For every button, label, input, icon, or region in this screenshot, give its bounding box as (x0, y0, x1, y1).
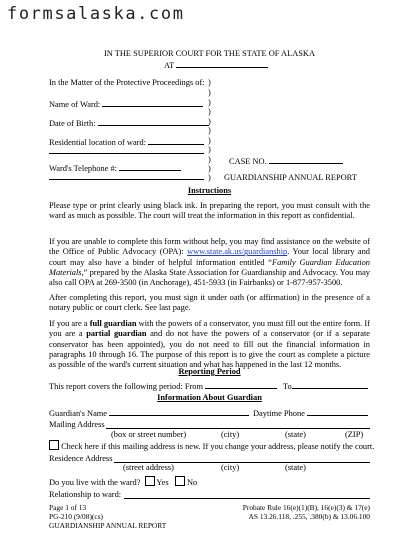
guardian-name-field[interactable] (109, 407, 249, 416)
guardian-info-heading: Information About Guardian (157, 393, 262, 402)
instructions-paragraph-1: Please type or print clearly using black ink. In preparing the report, you must consult with the ward as much as possible. The court will treat the information in this report as confidential. (49, 201, 370, 221)
relationship-label: Relationship to ward: (49, 490, 122, 499)
footer-form-number: PG-210 (9/08)(cs) (49, 511, 103, 521)
new-address-row: Check here if this mailing address is new. If you change your address, please notify the court. (49, 440, 374, 452)
watermark-logo: formsalaska.com (7, 4, 185, 24)
street-caption: (box or street number) (111, 430, 187, 439)
dob-row: Date of Birth: (49, 117, 209, 129)
live-with-ward-row: Do you live with the ward? Yes No (49, 478, 198, 487)
case-number-field[interactable] (269, 155, 343, 164)
case-number-row: CASE NO. (229, 155, 343, 167)
footer-left (49, 504, 166, 530)
dob-field[interactable] (98, 117, 209, 126)
ward-residence-field[interactable] (148, 136, 204, 145)
footer-probate-rule: Probate Rule 16(e)(1)(B), 16(e)(3) & 17(e) (242, 503, 370, 512)
court-location: AT (164, 59, 268, 71)
opa-website-link[interactable]: www.state.ak.us/guardianship (187, 247, 288, 257)
daytime-phone-row: Daytime Phone (253, 407, 368, 419)
instructions-paragraph-4: If you are a full guardian with the powers of a conservator, you must fill out the entire form. If you are a partial guardian and do not have the powers of a conservator (or if a separate conservator has been appointed), you do not need to fill out the financial information in paragraphs 10 through 16. The purpose of this report is to give the court as complete a picture as possible of the ward's current situation and what has happened in the last 12 months. (49, 319, 370, 370)
relationship-field[interactable] (124, 498, 370, 499)
phone-row: Ward's Telephone #: (49, 162, 181, 174)
residence-line-2[interactable] (49, 153, 204, 154)
reporting-period-heading: Reporting Period (178, 367, 241, 376)
court-location-field[interactable] (176, 59, 268, 68)
residence-address-label: Residence Address (49, 454, 113, 463)
res-city-caption: (city) (221, 463, 240, 472)
ward-phone-field[interactable] (119, 162, 181, 171)
live-with-no-checkbox[interactable] (175, 476, 185, 486)
phone-line-2[interactable] (49, 179, 204, 180)
city-caption: (city) (221, 430, 240, 439)
period-to-field[interactable] (292, 380, 368, 389)
daytime-phone-field[interactable] (307, 407, 368, 416)
res-street-caption: (street address) (123, 463, 174, 472)
footer-form-name: GUARDIANSHIP ANNUAL REPORT (49, 520, 167, 530)
res-state-caption: (state) (285, 463, 306, 472)
reporting-period-row: This report covers the following period: From (49, 380, 277, 392)
residence-row: Residential location of ward: (49, 136, 204, 148)
mailing-address-label: Mailing Address (49, 420, 105, 429)
ward-name-row: Name of Ward: (49, 98, 203, 110)
mailing-address-field[interactable] (106, 428, 370, 429)
instructions-heading: Instructions (187, 186, 232, 195)
live-with-yes-checkbox[interactable] (145, 476, 155, 486)
court-title: IN THE SUPERIOR COURT FOR THE STATE OF ALASKA (103, 49, 315, 58)
form-title: GUARDIANSHIP ANNUAL REPORT (224, 173, 357, 182)
instructions-paragraph-3: After completing this report, you must sign it under oath (or affirmation) in the presence of a notary public or court clerk. See last page. (49, 293, 370, 313)
guardian-name-row: Guardian's Name (49, 407, 249, 419)
zip-caption: (ZIP) (345, 430, 364, 439)
footer-page-number: Page 1 of 13 (49, 503, 87, 512)
footer-statute: AS 13.26.118, .255, .380(b) & 13.06.100 (248, 511, 370, 521)
state-caption: (state) (285, 430, 306, 439)
footer-right (239, 504, 370, 522)
period-from-field[interactable] (205, 380, 277, 389)
period-to-row: To (283, 380, 368, 392)
instructions-paragraph-2: If you are unable to complete this form without help, you may find assistance on the website of the Office of Public Advocacy (OPA): www.state.ak.us/guardianship. Your local library and court may also have a binder of helpful information entitled “Family Guardian Education Materials,” prepared by the Alaska State Association for Guardianship and Advocacy. You may also call OPA at 269-3500 (in Anchorage), 451-5933 (in Fairbanks) or 1-877-957-3500. (49, 237, 370, 288)
ward-name-field[interactable] (102, 98, 203, 107)
matter-label: In the Matter of the Protective Proceedings of: (49, 78, 205, 87)
new-address-checkbox[interactable] (49, 440, 59, 450)
